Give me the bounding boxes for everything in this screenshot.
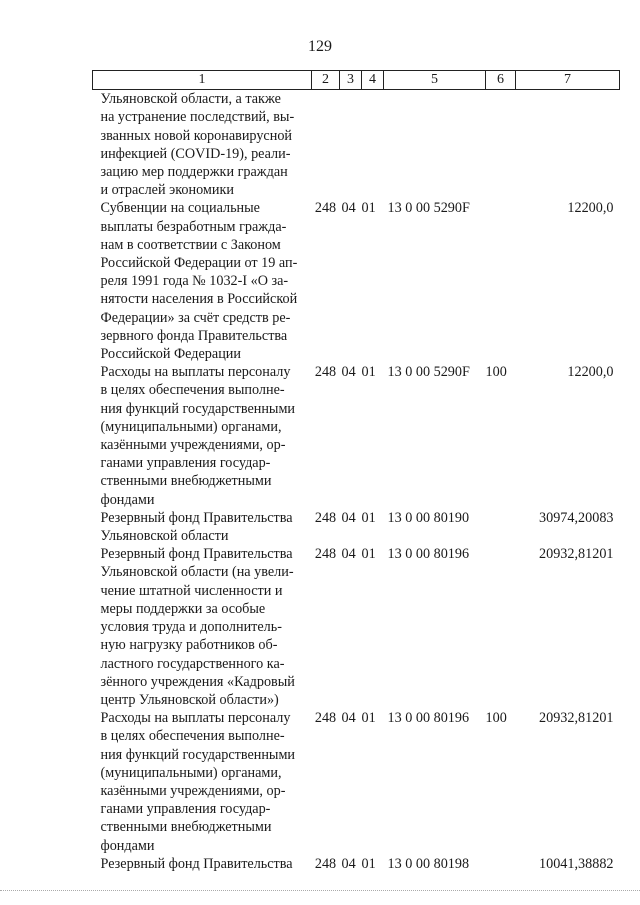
cell-name bbox=[93, 90, 312, 200]
cell-csr: 13 0 00 5290F bbox=[387, 364, 470, 381]
cell-name bbox=[93, 709, 312, 855]
name-line: ния функций государственными bbox=[100, 746, 296, 763]
name-line: чение штатной численности и bbox=[100, 582, 283, 599]
cell-name bbox=[93, 199, 312, 363]
name-line: на устранение последствий, вы- bbox=[100, 109, 295, 126]
name-line: ластного государственного ка- bbox=[100, 655, 285, 672]
cell-vr: 100 bbox=[485, 364, 507, 381]
column-header-csr: 5 bbox=[384, 71, 486, 90]
name-line: (муниципальными) органами, bbox=[100, 418, 282, 435]
cell-razdel bbox=[340, 90, 362, 200]
column-header-name: 1 bbox=[93, 71, 312, 90]
cell-razdel: 04 bbox=[341, 200, 356, 217]
cell-name bbox=[93, 855, 312, 873]
cell-podrazdel: 01 bbox=[361, 855, 376, 872]
name-line: фондами bbox=[100, 491, 155, 508]
name-line: в целях обеспечения выполне- bbox=[100, 382, 285, 399]
cell-podrazdel: 01 bbox=[361, 509, 376, 526]
name-line: и отраслей экономики bbox=[100, 182, 234, 199]
name-line: (муниципальными) органами, bbox=[100, 764, 282, 781]
cell-grbs bbox=[312, 90, 340, 200]
cell-vr bbox=[486, 509, 516, 545]
name-line: Российской Федерации bbox=[100, 346, 241, 363]
name-line: меры поддержки за особые bbox=[100, 600, 266, 617]
name-line: казёнными учреждениями, ор- bbox=[100, 782, 286, 799]
cell-grbs: 248 bbox=[314, 364, 337, 381]
cell-amount: 30974,20083 bbox=[539, 509, 614, 526]
cell-amount: 20932,81201 bbox=[539, 710, 614, 727]
cell-grbs: 248 bbox=[314, 855, 337, 872]
cell-razdel: 04 bbox=[341, 546, 356, 563]
table-body bbox=[93, 90, 620, 873]
column-header-amount: 7 bbox=[516, 71, 620, 90]
table-row bbox=[93, 199, 620, 363]
name-line: званных новой коронавирусной bbox=[100, 127, 293, 144]
name-line: ственными внебюджетными bbox=[100, 473, 272, 490]
cell-amount: 12200,0 bbox=[567, 200, 614, 217]
name-line: Резервный фонд Правительства bbox=[100, 509, 293, 526]
budget-table bbox=[92, 70, 620, 873]
table-row bbox=[93, 363, 620, 509]
cell-podrazdel bbox=[362, 90, 384, 200]
cell-vr bbox=[486, 545, 516, 709]
name-line: ганами управления государ- bbox=[100, 801, 271, 818]
name-line: ственными внебюджетными bbox=[100, 819, 272, 836]
cell-podrazdel: 01 bbox=[361, 710, 376, 727]
name-line: в целях обеспечения выполне- bbox=[100, 728, 285, 745]
name-line: Субвенции на социальные bbox=[100, 200, 260, 217]
cell-vr: 100 bbox=[485, 710, 507, 727]
cell-razdel: 04 bbox=[341, 364, 356, 381]
cell-csr: 13 0 00 5290F bbox=[387, 200, 470, 217]
name-line: Ульяновской области bbox=[100, 528, 229, 545]
cell-grbs: 248 bbox=[314, 710, 337, 727]
name-line: зённого учреждения «Кадровый bbox=[100, 673, 295, 690]
name-line: Резервный фонд Правительства bbox=[100, 855, 293, 872]
cell-razdel: 04 bbox=[341, 509, 356, 526]
cell-name bbox=[93, 545, 312, 709]
cell-razdel: 04 bbox=[341, 710, 356, 727]
column-header-grbs: 2 bbox=[312, 71, 340, 90]
table-row bbox=[93, 90, 620, 200]
name-line: инфекцией (COVID-19), реали- bbox=[100, 145, 291, 162]
table-row bbox=[93, 855, 620, 873]
name-line: ную нагрузку работников об- bbox=[100, 637, 278, 654]
name-line: выплаты безработным гражда- bbox=[100, 218, 287, 235]
name-line: фондами bbox=[100, 837, 155, 854]
name-line: Ульяновской области, а также bbox=[100, 91, 281, 108]
name-line: нятости населения в Российской bbox=[100, 291, 298, 308]
cell-razdel: 04 bbox=[341, 855, 356, 872]
name-line: центр Ульяновской области») bbox=[100, 691, 279, 708]
cell-csr bbox=[384, 90, 486, 200]
cell-grbs: 248 bbox=[314, 509, 337, 526]
cell-csr: 13 0 00 80190 bbox=[387, 509, 470, 526]
cell-grbs: 248 bbox=[314, 546, 337, 563]
name-line: Расходы на выплаты персоналу bbox=[100, 364, 291, 381]
cell-csr: 13 0 00 80196 bbox=[387, 710, 470, 727]
column-header-podrazdel: 4 bbox=[362, 71, 384, 90]
column-header-razdel: 3 bbox=[340, 71, 362, 90]
cell-name bbox=[93, 509, 312, 545]
cell-grbs: 248 bbox=[314, 200, 337, 217]
name-line: Резервный фонд Правительства bbox=[100, 546, 293, 563]
cell-csr: 13 0 00 80198 bbox=[387, 855, 470, 872]
column-number-header-row bbox=[93, 71, 620, 90]
cell-podrazdel: 01 bbox=[361, 200, 376, 217]
name-line: реля 1991 года № 1032-I «О за- bbox=[100, 273, 289, 290]
cell-podrazdel: 01 bbox=[361, 546, 376, 563]
table-row bbox=[93, 509, 620, 545]
cell-vr bbox=[486, 199, 516, 363]
cell-amount bbox=[516, 90, 620, 200]
name-line: Федерации» за счёт средств ре- bbox=[100, 309, 291, 326]
page-edge-divider bbox=[0, 890, 640, 892]
name-line: нам в соответствии с Законом bbox=[100, 236, 281, 253]
name-line: Российской Федерации от 19 ап- bbox=[100, 255, 298, 272]
name-line: зервного фонда Правительства bbox=[100, 327, 288, 344]
name-line: зацию мер поддержки граждан bbox=[100, 164, 288, 181]
name-line: условия труда и дополнитель- bbox=[100, 619, 282, 636]
column-header-vr: 6 bbox=[486, 71, 516, 90]
cell-amount: 20932,81201 bbox=[539, 546, 614, 563]
cell-amount: 12200,0 bbox=[567, 364, 614, 381]
cell-name bbox=[93, 363, 312, 509]
page-number: 129 bbox=[308, 38, 332, 55]
cell-vr bbox=[486, 855, 516, 873]
cell-vr bbox=[486, 90, 516, 200]
table-row bbox=[93, 709, 620, 855]
name-line: казёнными учреждениями, ор- bbox=[100, 437, 286, 454]
cell-podrazdel: 01 bbox=[361, 364, 376, 381]
cell-amount: 10041,38882 bbox=[539, 855, 614, 872]
cell-csr: 13 0 00 80196 bbox=[387, 546, 470, 563]
table-row bbox=[93, 545, 620, 709]
name-line: ганами управления государ- bbox=[100, 455, 271, 472]
name-line: Ульяновской области (на увели- bbox=[100, 564, 294, 581]
name-line: ния функций государственными bbox=[100, 400, 296, 417]
name-line: Расходы на выплаты персоналу bbox=[100, 710, 291, 727]
